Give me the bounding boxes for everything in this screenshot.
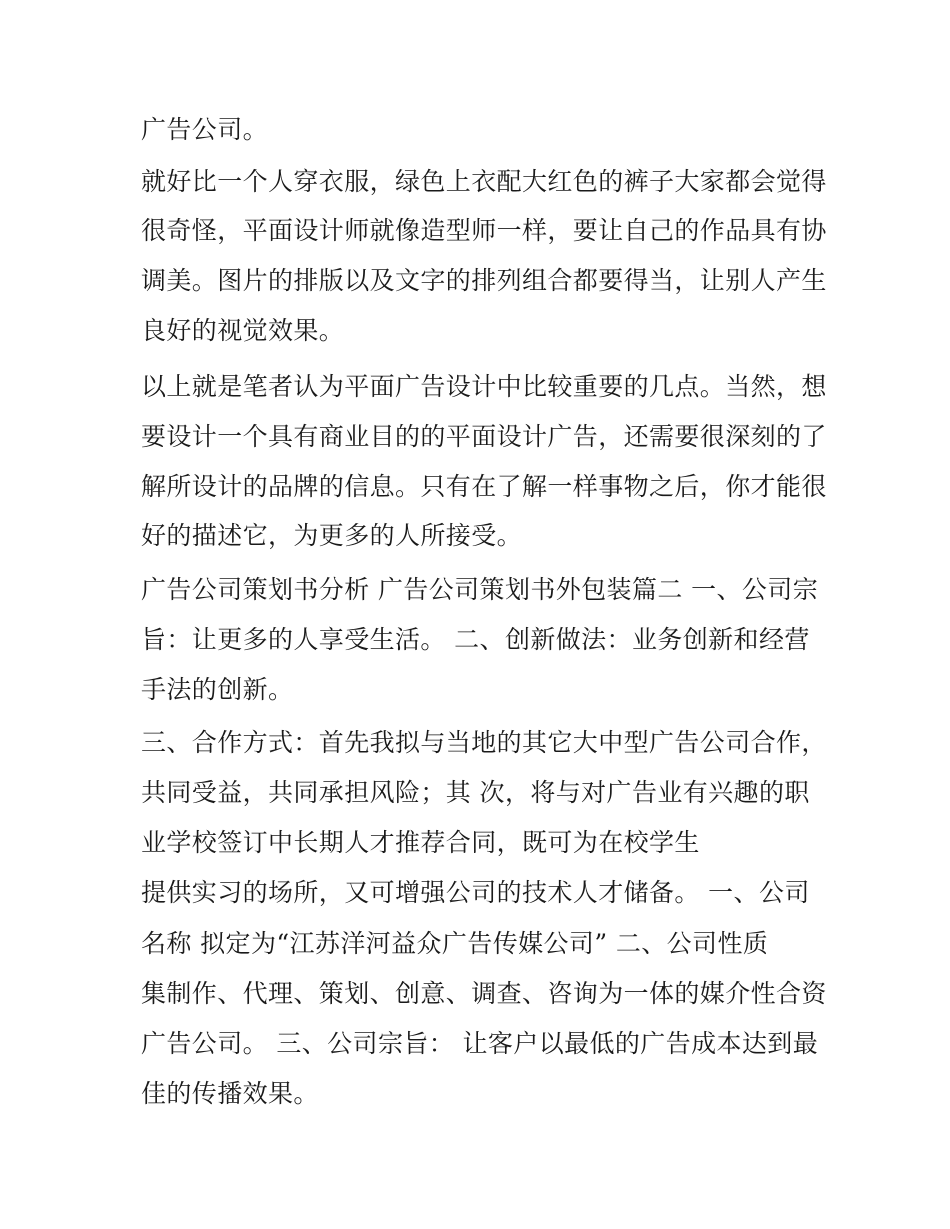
text-line-20: 佳的传播效果。 — [141, 1079, 319, 1108]
text-line-9: 好的描述它，为更多的人所接受。 — [141, 521, 523, 550]
text-line-14: 共同受益，共同承担风险；其 次，将与对广告业有兴趣的职 — [141, 778, 810, 807]
text-line-12: 手法的创新。 — [141, 675, 294, 704]
text-line-4: 调美。图片的排版以及文字的排列组合都要得当，让别人产生 — [141, 266, 827, 295]
text-line-7: 要设计一个具有商业目的的平面设计广告，还需要很深刻的了 — [141, 422, 827, 451]
text-line-15: 业学校签订中长期人才推荐合同，既可为在校学生 — [141, 828, 700, 857]
text-line-19: 广告公司。 三、公司宗旨： 让客户以最低的广告成本达到最 — [141, 1029, 819, 1058]
text-line-16: 提供实习的场所，又可增强公司的技术人才储备。 一、公司 — [141, 878, 810, 907]
text-line-11: 旨：让更多的人享受生活。 二、创新做法：业务创新和经营 — [141, 625, 810, 654]
text-line-8: 解所设计的品牌的信息。只有在了解一样事物之后，你才能很 — [141, 472, 827, 501]
text-line-10: 广告公司策划书分析 广告公司策划书外包装篇二 一、公司宗 — [141, 575, 819, 604]
text-line-1: 广告公司。 — [141, 115, 269, 144]
text-line-5: 良好的视觉效果。 — [141, 316, 345, 345]
text-line-13: 三、合作方式：首先我拟与当地的其它大中型广告公司合作， — [141, 728, 827, 757]
text-line-17: 名称 拟定为“江苏洋河益众广告传媒公司” 二、公司性质 — [141, 929, 769, 958]
text-line-2: 就好比一个人穿衣服，绿色上衣配大红色的裤子大家都会觉得 — [141, 167, 827, 196]
text-line-3: 很奇怪，平面设计师就像造型师一样，要让自己的作品具有协 — [141, 216, 827, 245]
text-line-6: 以上就是笔者认为平面广告设计中比较重要的几点。当然，想 — [141, 372, 827, 401]
text-line-18: 集制作、代理、策划、创意、调查、咨询为一体的媒介性合资 — [141, 979, 827, 1008]
